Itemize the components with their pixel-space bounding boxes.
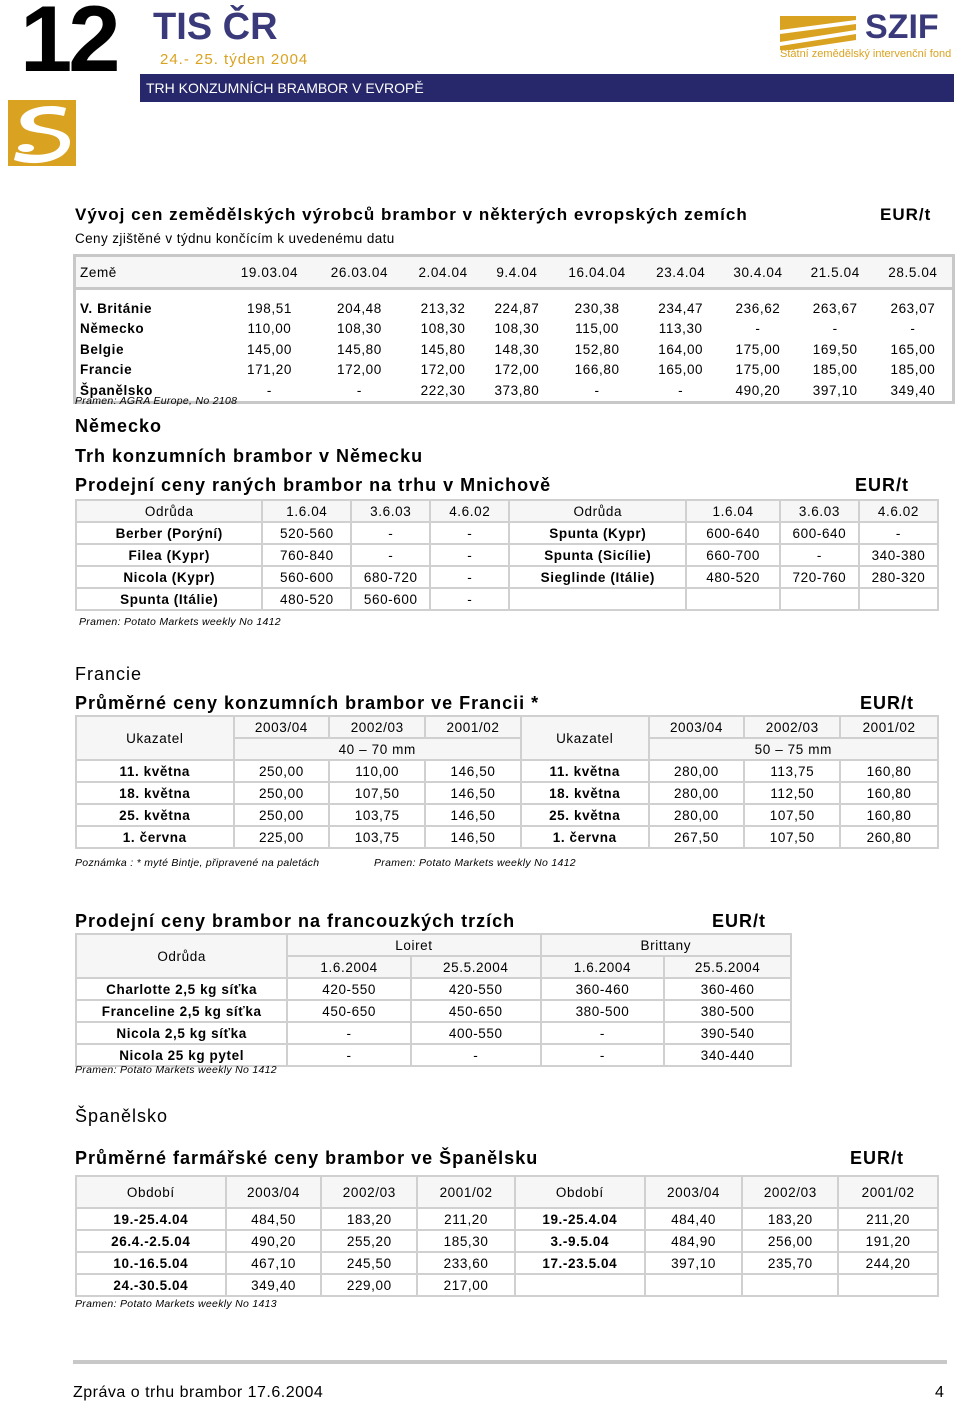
table-cell: 245,50: [321, 1252, 417, 1274]
table-cell: 349,40: [874, 380, 954, 402]
col-header: 26.03.04: [314, 256, 404, 289]
table-cell: 225,00: [234, 826, 330, 848]
size-range: 40 – 70 mm: [234, 738, 521, 760]
spain-heading: Španělsko: [75, 1106, 169, 1126]
table-cell: 108,30: [337, 321, 382, 337]
col-header: 1.6.2004: [287, 956, 411, 978]
table-cell: -: [552, 380, 642, 402]
table-cell: 148,30: [494, 341, 540, 357]
table-cell: -: [411, 1044, 541, 1066]
col-header: 30.4.04: [719, 256, 796, 289]
table-cell: 169,50: [812, 341, 858, 357]
table-row: [76, 826, 938, 848]
table-row: [75, 319, 954, 340]
table-cell: 490,20: [719, 380, 796, 402]
table-row: [76, 1000, 791, 1022]
table-cell: 160,80: [840, 760, 938, 782]
group-header-brittany: Brittany: [541, 934, 791, 956]
table-cell: 400-550: [411, 1022, 541, 1044]
table-cell: 10.-16.5.04: [76, 1252, 226, 1274]
table-cell: 107,50: [744, 804, 840, 826]
col-header: 2001/02: [425, 716, 521, 738]
table-cell: 146,50: [425, 760, 521, 782]
table-cell: Spunta (Sicílie): [509, 544, 686, 566]
table-cell: 145,00: [247, 341, 292, 357]
col-header: 2001/02: [840, 716, 938, 738]
table-cell: 113,75: [744, 760, 840, 782]
table-cell: Francie: [75, 360, 225, 381]
table-header-row: [75, 256, 954, 289]
col-header: 1.6.04: [262, 500, 351, 522]
table-cell: Filea (Kypr): [76, 544, 262, 566]
table-cell: 213,32: [420, 300, 466, 316]
table-cell: -: [430, 588, 509, 610]
group-header-loiret: Loiret: [287, 934, 540, 956]
table-row: [76, 1230, 938, 1252]
table-cell: 484,90: [645, 1230, 743, 1252]
table-row: [75, 298, 954, 319]
table-cell: 185,00: [874, 360, 954, 381]
table-cell: 165,00: [658, 362, 704, 378]
col-header: Ukazatel: [76, 716, 234, 760]
table-cell: -: [755, 321, 761, 337]
col-header: 2002/03: [744, 716, 840, 738]
table-cell: 175,00: [735, 341, 781, 357]
table-cell: Sieglinde (Itálie): [509, 566, 686, 588]
table-cell: 340-440: [664, 1044, 791, 1066]
table-cell: 183,20: [321, 1208, 417, 1230]
table-cell: 160,80: [840, 804, 938, 826]
table-cell: 115,00: [575, 321, 620, 337]
table-cell: 260,80: [840, 826, 938, 848]
table-cell: 760-840: [262, 544, 351, 566]
col-header: 25.5.2004: [411, 956, 541, 978]
sec5-unit: EUR/t: [850, 1148, 904, 1168]
col-header: 2003/04: [645, 1176, 743, 1208]
france-heading: Francie: [75, 664, 143, 684]
table-row: [76, 522, 938, 544]
table-cell: 217,00: [417, 1274, 515, 1296]
table-cell: 160,80: [840, 782, 938, 804]
table-cell: 107,50: [329, 782, 425, 804]
sec4-source: Pramen: Potato Markets weekly No 1412: [75, 1064, 277, 1076]
table-row: [76, 1274, 938, 1296]
col-header: 4.6.02: [859, 500, 938, 522]
table-cell: -: [351, 522, 430, 544]
table-cell: 152,80: [574, 341, 620, 357]
sec4-title: Prodejní ceny brambor na francouzkých trzích: [75, 911, 516, 931]
col-header: Ukazatel: [521, 716, 649, 760]
table-cell: 3.-9.5.04: [515, 1230, 645, 1252]
table-cell: -: [225, 380, 315, 402]
szif-name: Státní zemědělský intervenční fond: [780, 48, 952, 60]
table-cell: [645, 1274, 743, 1296]
sec1-source: Pramen: AGRA Europe, No 2108: [75, 395, 238, 407]
col-header: 3.6.03: [780, 500, 859, 522]
week-label: 24.- 25. týden 2004: [160, 51, 309, 68]
spain-prices-table: [75, 1175, 939, 1297]
table-cell: 380-500: [664, 1000, 791, 1022]
table-cell: V. Británie: [75, 298, 225, 319]
table-cell: Nicola 25 kg pytel: [76, 1044, 287, 1066]
col-header: 4.6.02: [430, 500, 509, 522]
table-cell: 450-650: [287, 1000, 411, 1022]
col-header: 23.4.04: [642, 256, 719, 289]
table-cell: 19.-25.4.04: [76, 1208, 226, 1230]
table-cell: Belgie: [75, 339, 225, 360]
table-cell: 175,00: [735, 362, 781, 378]
table-cell: -: [541, 1022, 665, 1044]
table-cell: 397,10: [645, 1252, 743, 1274]
table-cell: 146,50: [425, 826, 521, 848]
sec1-unit: EUR/t: [880, 205, 932, 224]
col-header: Země: [75, 256, 225, 289]
table-row: [76, 588, 938, 610]
col-header: 21.5.04: [797, 256, 874, 289]
sec3-note: Poznámka : * myté Bintje, připravené na paletách: [75, 857, 320, 869]
col-header: Odrůda: [76, 934, 287, 978]
table-cell: Německo: [75, 319, 225, 340]
col-header: 2002/03: [321, 1176, 417, 1208]
table-cell: 171,20: [247, 362, 292, 378]
table-cell: 18. května: [521, 782, 649, 804]
table-cell: 600-640: [780, 522, 859, 544]
sec1-subtitle: Ceny zjištěné v týdnu končícím k uvedenému datu: [75, 231, 395, 246]
table-cell: 520-560: [262, 522, 351, 544]
table-cell: 560-600: [351, 588, 430, 610]
producer-prices-table: [73, 254, 955, 404]
table-cell: 198,51: [247, 300, 292, 316]
table-cell: 263,07: [874, 298, 954, 319]
table-row: [76, 978, 791, 1000]
table-cell: 185,30: [417, 1230, 515, 1252]
size-range: 50 – 75 mm: [649, 738, 938, 760]
table-cell: -: [351, 544, 430, 566]
table-cell: 234,47: [658, 300, 704, 316]
table-cell: 467,10: [226, 1252, 322, 1274]
table-cell: 267,50: [649, 826, 745, 848]
table-cell: Berber (Porýní): [76, 522, 262, 544]
table-cell: 235,70: [742, 1252, 838, 1274]
table-header-row: [76, 1176, 938, 1208]
table-cell: 480-520: [262, 588, 351, 610]
col-header: 25.5.2004: [664, 956, 791, 978]
table-cell: 229,00: [321, 1274, 417, 1296]
sec2-source: Pramen: Potato Markets weekly No 1412: [79, 616, 281, 628]
table-cell: 380-500: [541, 1000, 665, 1022]
table-cell: 108,30: [494, 321, 540, 337]
sec2-title2: Prodejní ceny raných brambor na trhu v Mnichově: [75, 475, 552, 495]
table-cell: 25. května: [521, 804, 649, 826]
table-row: [75, 289, 954, 299]
table-cell: 390-540: [664, 1022, 791, 1044]
table-cell: 11. května: [76, 760, 234, 782]
col-header: 19.03.04: [225, 256, 315, 289]
table-cell: 146,50: [425, 782, 521, 804]
table-row: [76, 1044, 791, 1066]
table-cell: -: [287, 1044, 411, 1066]
col-header: 2002/03: [742, 1176, 838, 1208]
table-cell: 211,20: [417, 1208, 515, 1230]
france-market-prices-table: [75, 933, 792, 1067]
table-cell: Nicola (Kypr): [76, 566, 262, 588]
col-header: Odrůda: [76, 500, 262, 522]
issue-number: 12: [20, 0, 117, 91]
table-cell: 110,00: [247, 321, 292, 337]
table-cell: 397,10: [797, 380, 874, 402]
table-cell: 280,00: [649, 782, 745, 804]
table-cell: 480-520: [686, 566, 780, 588]
table-cell: -: [832, 321, 838, 337]
table-cell: 420-550: [287, 978, 411, 1000]
title-bar: [140, 74, 954, 102]
table-cell: -: [859, 522, 938, 544]
col-header: 2003/04: [234, 716, 330, 738]
table-cell: 360-460: [664, 978, 791, 1000]
bar-title: TRH KONZUMNÍCH BRAMBOR V EVROPĚ: [146, 80, 424, 96]
table-cell: 191,20: [838, 1230, 938, 1252]
table-cell: 250,00: [234, 782, 330, 804]
table-cell: 183,20: [742, 1208, 838, 1230]
table-cell: 108,30: [420, 321, 466, 337]
table-header-row: [76, 716, 938, 738]
table-cell: 146,50: [425, 804, 521, 826]
table-cell: [780, 588, 859, 610]
table-cell: -: [430, 566, 509, 588]
table-cell: 230,38: [574, 300, 620, 316]
table-cell: 11. května: [521, 760, 649, 782]
table-cell: 236,62: [735, 300, 781, 316]
table-cell: 222,30: [404, 380, 481, 402]
col-header: 1.6.04: [686, 500, 780, 522]
table-cell: 233,60: [417, 1252, 515, 1274]
table-cell: 420-550: [411, 978, 541, 1000]
sec1-title: Vývoj cen zemědělských výrobců brambor v některých evropských zemích: [75, 205, 748, 224]
col-header: Období: [76, 1176, 226, 1208]
table-cell: -: [642, 380, 719, 402]
table-row: [76, 1022, 791, 1044]
table-cell: 250,00: [234, 804, 330, 826]
table-cell: Nicola 2,5 kg síťka: [76, 1022, 287, 1044]
table-cell: 340-380: [859, 544, 938, 566]
table-row: [76, 782, 938, 804]
sec5-title: Průměrné farmářské ceny brambor ve Španělsku: [75, 1148, 539, 1168]
table-cell: 600-640: [686, 522, 780, 544]
table-cell: 25. května: [76, 804, 234, 826]
table-cell: -: [430, 544, 509, 566]
table-cell: 110,00: [329, 760, 425, 782]
table-cell: 1. června: [76, 826, 234, 848]
table-cell: [686, 588, 780, 610]
table-row: [76, 1208, 938, 1230]
table-cell: -: [541, 1044, 665, 1066]
table-cell: 103,75: [329, 826, 425, 848]
table-cell: 280,00: [649, 760, 745, 782]
table-cell: [742, 1274, 838, 1296]
footer-text: Zpráva o trhu brambor 17.6.2004: [73, 1384, 324, 1401]
sec3-unit: EUR/t: [860, 693, 914, 713]
col-header: 28.5.04: [874, 256, 954, 289]
col-header: 9.4.04: [482, 256, 552, 289]
potato-logo-icon: [8, 100, 76, 166]
table-cell: -: [314, 380, 404, 402]
table-cell: 484,50: [226, 1208, 322, 1230]
table-cell: 280-320: [859, 566, 938, 588]
brand-title: TIS ČR: [153, 6, 278, 48]
table-cell: -: [287, 1022, 411, 1044]
table-cell: 490,20: [226, 1230, 322, 1252]
table-cell: Spunta (Itálie): [76, 588, 262, 610]
table-cell: 450-650: [411, 1000, 541, 1022]
col-header: 3.6.03: [351, 500, 430, 522]
table-cell: 1. června: [521, 826, 649, 848]
table-cell: 211,20: [838, 1208, 938, 1230]
table-cell: Charlotte 2,5 kg síťka: [76, 978, 287, 1000]
table-cell: 349,40: [226, 1274, 322, 1296]
sec5-source: Pramen: Potato Markets weekly No 1413: [75, 1298, 277, 1310]
table-cell: 256,00: [742, 1230, 838, 1252]
table-cell: 224,87: [494, 300, 540, 316]
table-cell: 172,00: [337, 362, 382, 378]
sec2-unit: EUR/t: [855, 475, 909, 495]
col-header: 2002/03: [329, 716, 425, 738]
col-header: 16.04.04: [552, 256, 642, 289]
table-cell: 484,40: [645, 1208, 743, 1230]
table-cell: 17.-23.5.04: [515, 1252, 645, 1274]
table-header-row: [76, 500, 938, 522]
table-cell: 360-460: [541, 978, 665, 1000]
table-row: [76, 804, 938, 826]
szif-field-icon: [780, 16, 856, 50]
table-cell: 280,00: [649, 804, 745, 826]
table-cell: Spunta (Kypr): [509, 522, 686, 544]
col-header: Období: [515, 1176, 645, 1208]
france-avg-prices-table: [75, 715, 939, 849]
sec2-title1: Trh konzumních brambor v Německu: [75, 446, 424, 466]
sec3-source: Pramen: Potato Markets weekly No 1412: [374, 857, 576, 869]
sec4-unit: EUR/t: [712, 911, 766, 931]
table-cell: 26.4.-2.5.04: [76, 1230, 226, 1252]
table-row: [76, 760, 938, 782]
table-row: [76, 544, 938, 566]
col-header: 2003/04: [649, 716, 745, 738]
table-cell: 560-600: [262, 566, 351, 588]
table-cell: 164,00: [658, 341, 704, 357]
table-cell: 185,00: [812, 362, 858, 378]
table-cell: -: [430, 522, 509, 544]
table-row: [75, 360, 954, 381]
table-cell: -: [874, 319, 954, 340]
table-row: [75, 339, 954, 360]
col-header: 2.04.04: [404, 256, 481, 289]
table-cell: [859, 588, 938, 610]
col-header: 2001/02: [838, 1176, 938, 1208]
munich-prices-table: [75, 499, 939, 611]
table-cell: [509, 588, 686, 610]
table-cell: 145,80: [337, 341, 382, 357]
table-cell: 172,00: [420, 362, 466, 378]
table-cell: 204,48: [337, 300, 382, 316]
szif-logo: SZIF: [865, 8, 939, 46]
table-cell: 145,80: [420, 341, 466, 357]
col-header: 2001/02: [417, 1176, 515, 1208]
table-cell: 103,75: [329, 804, 425, 826]
table-cell: 24.-30.5.04: [76, 1274, 226, 1296]
table-cell: 680-720: [351, 566, 430, 588]
table-cell: [838, 1274, 938, 1296]
sec3-title: Průměrné ceny konzumních brambor ve Francii *: [75, 693, 540, 713]
table-cell: Španělsko: [75, 380, 225, 402]
col-header: Odrůda: [509, 500, 686, 522]
table-cell: 113,30: [658, 321, 703, 337]
table-cell: 172,00: [494, 362, 540, 378]
table-cell: 19.-25.4.04: [515, 1208, 645, 1230]
col-header: 1.6.2004: [541, 956, 665, 978]
table-row: [76, 566, 938, 588]
table-cell: 263,67: [812, 300, 858, 316]
table-cell: 373,80: [482, 380, 552, 402]
table-cell: Franceline 2,5 kg síťka: [76, 1000, 287, 1022]
page-number: 4: [935, 1384, 944, 1401]
table-cell: 18. května: [76, 782, 234, 804]
table-cell: 244,20: [838, 1252, 938, 1274]
germany-heading: Německo: [75, 416, 163, 436]
table-cell: 250,00: [234, 760, 330, 782]
table-cell: 255,20: [321, 1230, 417, 1252]
table-cell: 660-700: [686, 544, 780, 566]
col-header: 2003/04: [226, 1176, 322, 1208]
footer-divider: [73, 1360, 947, 1364]
table-header-row: [76, 934, 791, 956]
table-cell: 166,80: [574, 362, 620, 378]
table-cell: [515, 1274, 645, 1296]
table-cell: 112,50: [744, 782, 840, 804]
table-cell: -: [780, 544, 859, 566]
table-cell: 107,50: [744, 826, 840, 848]
table-cell: 720-760: [780, 566, 859, 588]
table-cell: 165,00: [874, 339, 954, 360]
table-row: [76, 1252, 938, 1274]
